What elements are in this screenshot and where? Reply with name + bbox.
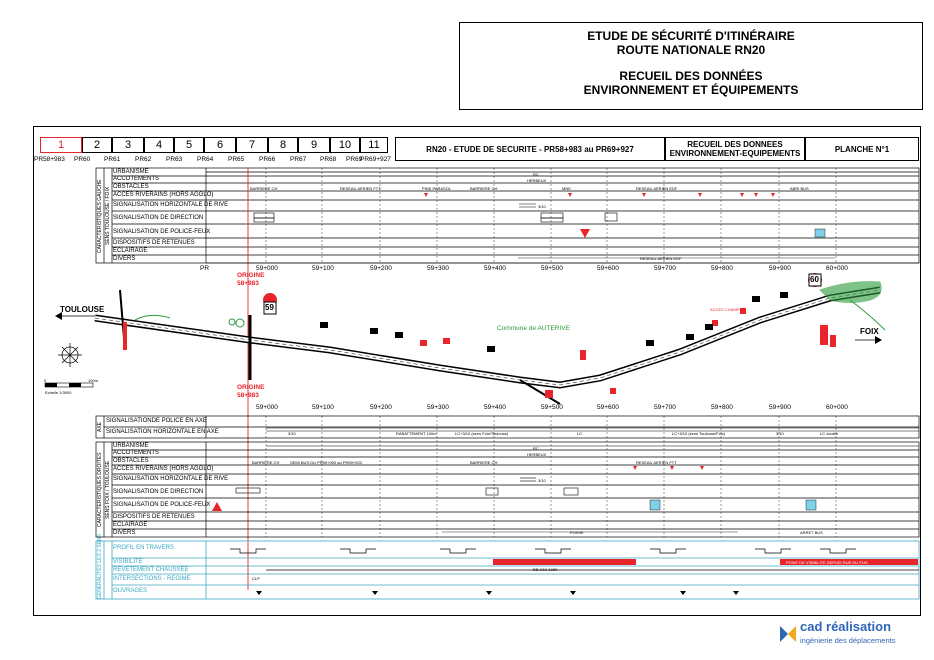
pr-label: PR66: [259, 156, 276, 163]
annotation: POINT DE VISIBILITE DEPUIS RUE DU PUS: [786, 560, 868, 565]
pk-label: 59+800: [711, 265, 733, 272]
pr-label: PR69+927: [360, 156, 391, 163]
annotation: LC double: [820, 431, 839, 436]
pk-label: 59+900: [769, 265, 791, 272]
tab-8[interactable]: 8: [268, 137, 298, 153]
pk-label: 59+700: [654, 265, 676, 272]
origin-label-bottom: ORIGINE: [237, 384, 265, 391]
row-label: DISPOSITIFS DE RETENUES: [113, 240, 195, 246]
origin-value-top: 58+983: [237, 280, 259, 287]
top-side-label: CARACTERISTIQUES GAUCHE: [97, 179, 103, 253]
bottom-table-grid: [96, 442, 919, 537]
top-side-label-2: SENS TOULOUSE / FOIX: [105, 186, 111, 246]
annotation: BARRIERE CH: [470, 460, 498, 465]
general-row-label: VISIBILITE: [113, 559, 143, 565]
pk-label: 59+300: [427, 404, 449, 411]
pr-label: PR63: [166, 156, 183, 163]
recueil-line-2: ENVIRONNEMENT-EQUIPEMENTS: [669, 149, 801, 158]
pk-label: 59+600: [597, 404, 619, 411]
general-row-label: OUVRAGES: [113, 588, 148, 594]
top-symbols: [254, 204, 835, 258]
logo-mark-icon: [778, 622, 798, 644]
tab-2[interactable]: 2: [82, 137, 112, 153]
general-row-label: PROFIL EN TRAVERS: [113, 545, 174, 551]
annotation: BARRIERE CH: [470, 186, 498, 191]
pk-label: 59+600: [597, 265, 619, 272]
axis-row-label: SIGNALISATIONDE POLICE EN AXE: [106, 418, 207, 424]
annotation: BARRIERE CH: [252, 460, 280, 465]
annotation: BB 0/10 1989: [533, 567, 558, 572]
row-label: DIVERS: [113, 530, 136, 536]
annotation: SEMI BUS DU PR59+000 au PR59+020: [290, 460, 362, 465]
commune-label: Commune de AUTERIVE: [497, 325, 570, 332]
company-logo: [778, 618, 928, 654]
tab-5[interactable]: 5: [174, 137, 204, 153]
planche-header: PLANCHE N°1: [805, 137, 919, 161]
pk-label: 59+300: [427, 265, 449, 272]
scale-bar: [45, 383, 93, 387]
origin-value-bottom: 58+983: [237, 392, 259, 399]
annotation: LC+3/10 (sens Toulouse/Foix): [672, 431, 726, 436]
pk-label: 60+000: [826, 265, 848, 272]
row-label: ECLAIRAGE: [113, 248, 148, 254]
annotation: CLP: [252, 576, 260, 581]
pk-label: 60+000: [826, 404, 848, 411]
logo-tagline: ingénierie des déplacements: [800, 636, 896, 645]
annotation: 3/10: [538, 478, 546, 483]
annotation: LC+3/10 (sens Foix/Toulouse): [455, 431, 509, 436]
vegetation: [135, 282, 885, 330]
general-row-label: INTERSECTIONS - REGIME: [113, 576, 191, 582]
pk-label: 59+200: [370, 404, 392, 411]
annotation: RESEAU AERIEN FTT: [636, 460, 677, 465]
toulouse-label: TOULOUSE: [60, 305, 105, 314]
row-label: SIGNALISATION DE POLICE-FEUX: [113, 229, 211, 235]
origin-label-top: ORIGINE: [237, 272, 265, 279]
tab-3[interactable]: 3: [112, 137, 144, 153]
row-label: ACCES RIVERAINS (HORS AGGLO): [113, 466, 214, 472]
scale-start: 0: [44, 378, 47, 383]
row-label: OBSTACLES: [113, 458, 149, 464]
pk-label: 59+200: [370, 265, 392, 272]
access-markers-top: [424, 193, 775, 197]
annotation: MNE: [562, 186, 571, 191]
annotation: 3/10: [776, 431, 784, 436]
foix-label: FOIX: [860, 327, 879, 336]
pk-label: 59+400: [484, 265, 506, 272]
annotation: ABRI BUS: [790, 186, 809, 191]
row-label: ECLAIRAGE: [113, 522, 148, 528]
pk-label: 59+100: [312, 404, 334, 411]
general-row-label: REVETEMENT CHAUSSEE: [113, 567, 189, 573]
row-label: ACCES RIVERAINS (HORS AGGLO): [113, 192, 214, 198]
row-label: SIGNALISATION DE DIRECTION: [113, 215, 204, 221]
pk-gridlines-bottom: [266, 416, 839, 537]
tab-6[interactable]: 6: [204, 137, 236, 153]
pr-marker-60: 60: [810, 275, 819, 284]
title-line-1: ETUDE DE SÉCURITÉ D'ITINÉRAIRE: [587, 29, 795, 43]
pr-label: PR64: [197, 156, 214, 163]
tab-11[interactable]: 11: [360, 137, 388, 153]
annotation: RC: [533, 172, 539, 177]
pr-label: PR65: [228, 156, 245, 163]
pk-label: 59+500: [541, 404, 563, 411]
pr-label: PR61: [104, 156, 121, 163]
pk-gridlines-top: [266, 168, 836, 263]
general-side-label: GENERALITES LES 2 SENS: [97, 533, 103, 599]
annotation: RESEAU AERIEN FTT: [340, 186, 381, 191]
row-label: DIVERS: [113, 256, 136, 262]
pk-label: 59+800: [711, 404, 733, 411]
scale-label: Echelle 1/3000: [45, 390, 72, 395]
title-line-4: ENVIRONNEMENT ET ÉQUIPEMENTS: [583, 83, 799, 97]
row-label: SIGNALISATION HORIZONTALE DE RIVE: [113, 202, 229, 208]
logo-brand: cad réalisation: [800, 619, 892, 634]
annotation: RC: [533, 446, 539, 451]
pk-label: 59+400: [484, 404, 506, 411]
pk-label: 59+700: [654, 404, 676, 411]
row-label: OBSTACLES: [113, 184, 149, 190]
annotation: HERBEUX: [527, 178, 547, 183]
title-line-2: ROUTE NATIONALE RN20: [616, 43, 766, 57]
pr-label: PR69: [346, 156, 363, 163]
pk-label: 59+000: [256, 265, 278, 272]
acces-champs-label: ACCES CHAMPS: [710, 307, 743, 312]
pr-label: PR62: [135, 156, 152, 163]
annotation: BARRIERE CH: [250, 186, 278, 191]
bottom-symbols: [212, 478, 816, 532]
pr-label: PR67: [290, 156, 307, 163]
row-label: SIGNALISATION DE POLICE-FEUX: [113, 502, 211, 508]
row-label: ACCOTEMENTS: [113, 176, 160, 182]
structures: [256, 591, 739, 595]
pr-label: PR60: [74, 156, 91, 163]
annotation: RESEAU AERIEN EDF: [640, 256, 682, 261]
map-black-flags: [264, 274, 821, 352]
recueil-line-1: RECUEIL DES DONNEES: [687, 140, 783, 149]
pk-label: 59+500: [541, 265, 563, 272]
tab-10[interactable]: 10: [330, 137, 360, 153]
top-table-grid: [96, 168, 919, 263]
pr-marker-59: 59: [265, 303, 274, 312]
axis-side-label: AXE: [97, 422, 103, 433]
bottom-side-label: CARACTERISTIQUES DROITES: [97, 452, 103, 528]
annotation: ARRET BUS: [800, 530, 823, 535]
tab-7[interactable]: 7: [236, 137, 268, 153]
bottom-side-label-2: SENS FOIX / TOULOUSE: [105, 460, 111, 520]
pk-label: 59+100: [312, 265, 334, 272]
pk-label: 59+000: [256, 404, 278, 411]
annotation: 3/10: [538, 204, 546, 209]
tab-1[interactable]: 1: [40, 137, 82, 153]
annotation: HERBEUX: [527, 452, 547, 457]
pr-label: PR58+983: [34, 156, 65, 163]
annotation: RESEAU AERIEN EDF: [636, 186, 678, 191]
tab-9[interactable]: 9: [298, 137, 330, 153]
pr-marker: PR: [200, 265, 210, 272]
annotation: PINS PARASOL: [422, 186, 452, 191]
annotation: FOSSE: [570, 530, 584, 535]
row-label: SIGNALISATION HORIZONTALE DE RIVE: [113, 476, 229, 482]
title-line-3: RECUEIL DES DONNÉES: [619, 69, 763, 83]
annotation: LC: [577, 431, 583, 436]
pr-label: PR68: [320, 156, 337, 163]
annotation: 3/10: [288, 431, 296, 436]
study-header: RN20 - ETUDE DE SECURITE - PR58+983 au PR69+927: [395, 137, 665, 161]
row-label: DISPOSITIFS DE RETENUES: [113, 514, 195, 520]
row-label: URBANISME: [113, 169, 149, 175]
north-compass: [58, 343, 82, 367]
annotation: RABATTEMENT 100m: [396, 431, 437, 436]
axis-row-label: SIGNALISATION HORIZONTALE EN AXE: [106, 429, 219, 435]
row-label: SIGNALISATION DE DIRECTION: [113, 489, 204, 495]
pk-label: 59+900: [769, 404, 791, 411]
row-label: URBANISME: [113, 443, 149, 449]
row-label: ACCOTEMENTS: [113, 450, 160, 456]
scale-end: 100m: [88, 378, 99, 383]
tab-4[interactable]: 4: [144, 137, 174, 153]
access-markers-bottom: [633, 466, 704, 470]
